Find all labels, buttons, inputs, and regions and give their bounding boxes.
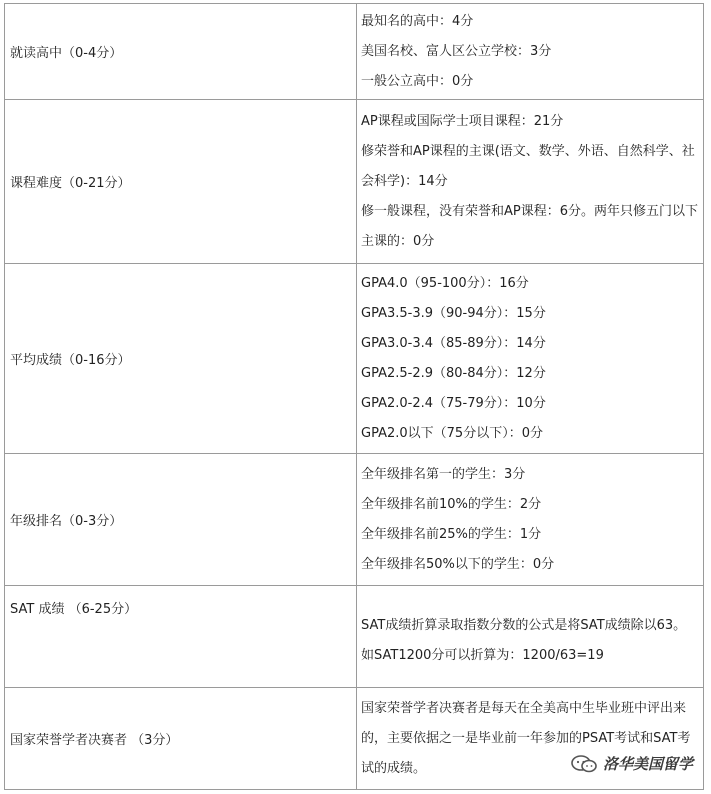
table-row [5, 4, 704, 100]
detail-line: GPA2.0-2.4（75-79分）：10分 [361, 395, 546, 411]
detail-line: AP课程或国际学士项目课程：21分 [361, 113, 564, 129]
detail-line: 修一般课程，没有荣誉和AP课程：6分。两年只修五门以下主课的：0分 [361, 203, 699, 249]
detail-cell [357, 688, 704, 790]
table-row [5, 454, 704, 586]
table-row [5, 586, 704, 688]
detail-line: 修荣誉和AP课程的主课(语文、数学、外语、自然科学、社会科学)：14分 [361, 143, 695, 189]
watermark [567, 753, 697, 774]
scoring-table [4, 3, 704, 790]
detail-line: SAT成绩折算录取指数分数的公式是将SAT成绩除以63。如SAT1200分可以折算为：1200/63=19 [361, 617, 687, 663]
detail-line: GPA4.0（95-100分）：16分 [361, 275, 529, 291]
detail-line: 美国名校、富人区公立学校：3分 [361, 43, 552, 59]
detail-line: GPA2.0以下（75分以下）：0分 [361, 425, 543, 441]
detail-line: 全年级排名前25%的学生：1分 [361, 526, 542, 542]
detail-line: 最知名的高中：4分 [361, 13, 474, 29]
category-cell: 国家荣誉学者决赛者 （3分） [5, 688, 357, 790]
category-cell [5, 586, 357, 688]
table-row [5, 264, 704, 454]
detail-cell [357, 454, 704, 586]
category-label: SAT 成绩 （6-25分） [10, 602, 138, 617]
detail-cell [357, 100, 704, 264]
category-cell: 课程难度（0-21分） [5, 100, 357, 264]
detail-line: 全年级排名前10%的学生：2分 [361, 496, 542, 512]
wechat-icon [571, 754, 597, 774]
table-row [5, 100, 704, 264]
watermark-text: 洛华美国留学 [602, 755, 693, 773]
detail-line: 全年级排名第一的学生：3分 [361, 466, 526, 482]
table-row [5, 688, 704, 790]
category-cell: 就读高中（0-4分） [5, 4, 357, 100]
detail-line: 全年级排名50%以下的学生：0分 [361, 556, 555, 572]
detail-line: 国家荣誉学者决赛者是每天在全美高中生毕业班中评出来的，主要依据之一是毕业前一年参加的PSAT考试和SAT考试的成绩。 [361, 700, 691, 776]
detail-cell [357, 586, 704, 688]
detail-cell [357, 264, 704, 454]
detail-line: GPA3.0-3.4（85-89分）：14分 [361, 335, 546, 351]
detail-cell [357, 4, 704, 100]
category-cell: 平均成绩（0-16分） [5, 264, 357, 454]
detail-line: 一般公立高中：0分 [361, 73, 474, 89]
detail-line: GPA2.5-2.9（80-84分）：12分 [361, 365, 546, 381]
category-cell: 年级排名（0-3分） [5, 454, 357, 586]
detail-line: GPA3.5-3.9（90-94分）：15分 [361, 305, 546, 321]
